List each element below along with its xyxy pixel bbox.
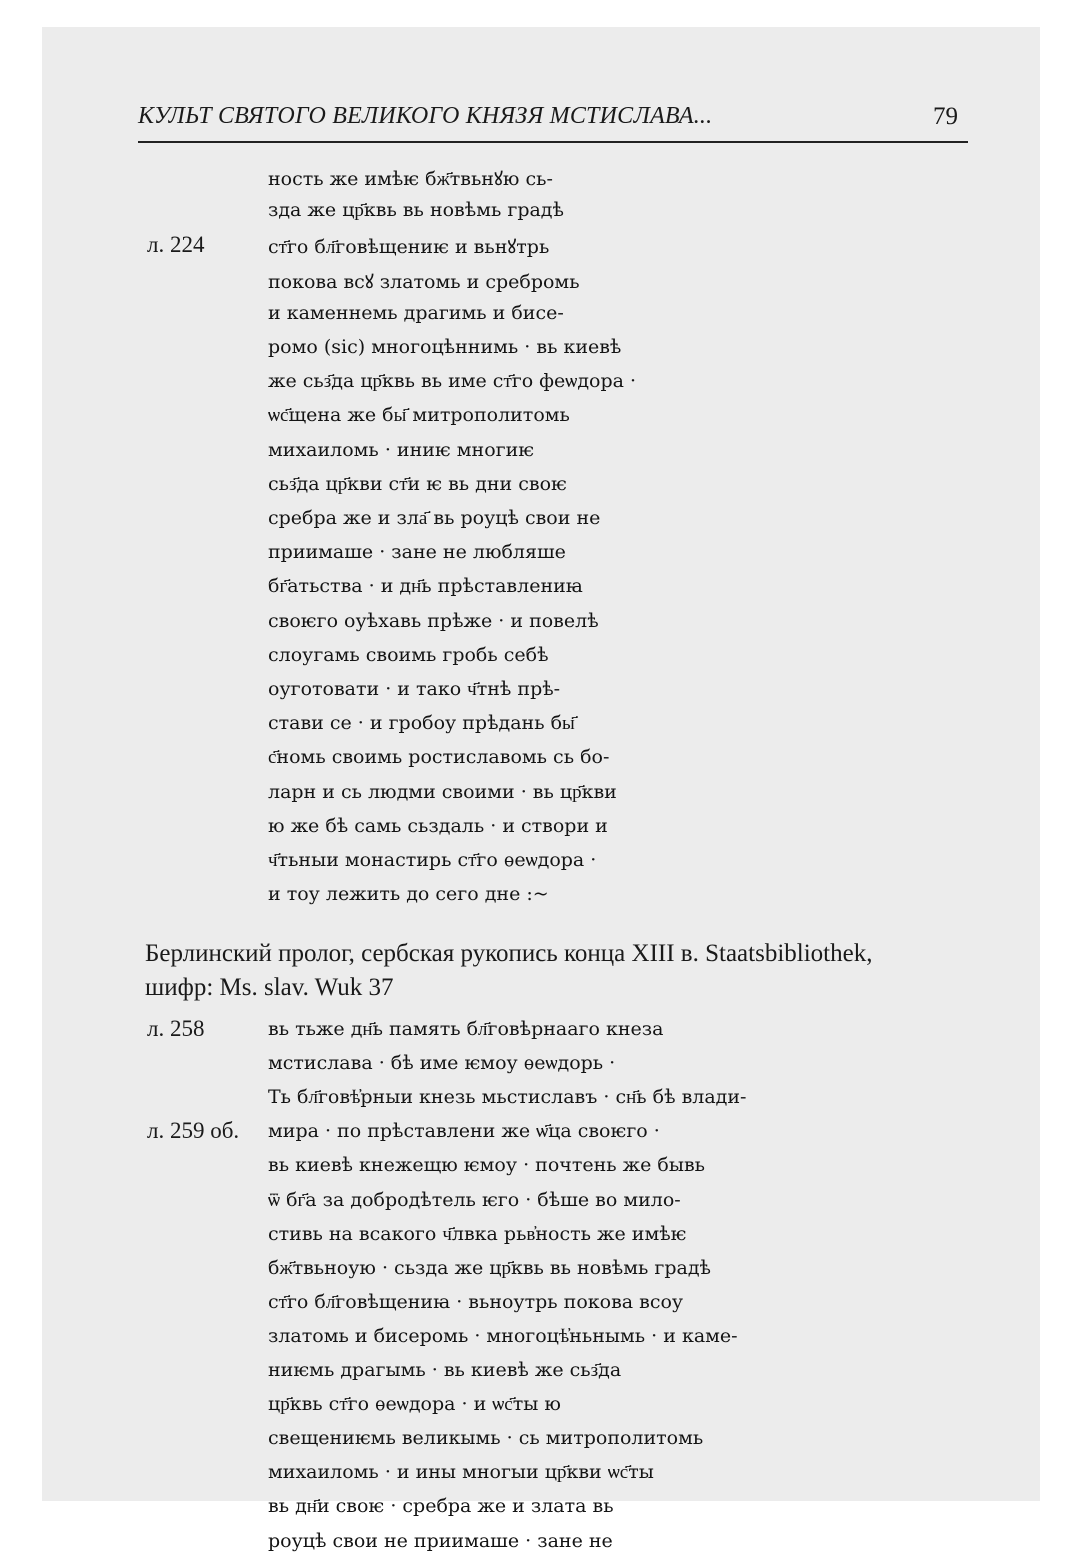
text-line: ниѥмь драгымь · вь киевѣ же сьз҃да bbox=[268, 1359, 622, 1381]
text-line: стивь на всакого ч҃лвка рьв҆ность же имѣѥ bbox=[268, 1222, 687, 1245]
text-line: стави се · и гробоу прѣдань бы҃ bbox=[268, 712, 575, 735]
text-line: вь киевѣ кнежещю ѥмоу · почтень же бывь bbox=[268, 1154, 705, 1177]
text-line: зда же цр҃квь вь новѣмь градѣ bbox=[268, 199, 564, 222]
running-header bbox=[138, 103, 968, 143]
text-line: Ть бл҃говѣ҆рныи кнезь мьстиславъ · сн҃ь бѣ влади- bbox=[268, 1086, 747, 1109]
text-line: ѿ бг҃а за добродѣтель ѥго · бѣше во мило- bbox=[268, 1188, 681, 1211]
text-line: ст҃го бл҃говѣщениꙗ · вьноутрь покова всоу bbox=[268, 1290, 684, 1313]
text-line: ромо (sic) многоцѣннимь · вь киевѣ bbox=[268, 336, 622, 358]
text-line: михаиломь · иниѥ многиѥ bbox=[268, 438, 535, 461]
text-line: своѥго оуѣхавь прѣже · и повелѣ bbox=[268, 609, 599, 632]
text-line: сьз҃да цр҃кви ст҃и ѥ вь дни своѥ bbox=[268, 472, 567, 495]
text-line: свещениѥмь великымь · сь митрополитомь bbox=[268, 1427, 704, 1450]
text-line: вь дн҃и своѥ · сребра же и злата вь bbox=[268, 1495, 614, 1518]
folio-marker-258: л. 258 bbox=[147, 1016, 205, 1041]
text-line: и тоу лежить до сего дне :~ bbox=[268, 883, 549, 906]
folio-marker-224: л. 224 bbox=[147, 232, 205, 257]
text-line: михаиломь · и ины многыи цр҃кви ѡс҃ты bbox=[268, 1461, 654, 1484]
folio-marker-259v: л. 259 об. bbox=[147, 1118, 240, 1144]
text-line: ѡс҃щена же бы҃ митрополитомь bbox=[268, 404, 570, 427]
text-line: с҃номь своимь ростиславомь сь бо- bbox=[268, 746, 610, 769]
running-title: КУЛЬТ СВЯТОГО ВЕЛИКОГО КНЯЗЯ МСТИСЛАВА... bbox=[138, 103, 713, 129]
text-line: и каменнемь драгимь и бисе- bbox=[268, 301, 564, 324]
text-line: приимаше · зане не любляше bbox=[268, 541, 566, 564]
text-line: покова всꙋ златомь и сребромь bbox=[268, 270, 580, 293]
text-line: ю же бѣ самь сьздаль · и створи и bbox=[268, 814, 608, 837]
text-line: мстислава · бѣ име ѥмоу ѳеѡдорь · bbox=[268, 1052, 616, 1075]
source-caption-line-2: шифр: Ms. slav. Wuk 37 bbox=[145, 974, 394, 1001]
source-caption-line-1: Берлинский пролог, сербская рукопись конца XIII в. Staatsbibliothek, bbox=[145, 940, 873, 967]
text-line: бж҃твьноую · сьзда же цр҃квь вь новѣмь градѣ bbox=[268, 1256, 712, 1279]
text-line: слоугамь своимь гробь себѣ bbox=[268, 643, 549, 666]
text-line: цр҃квь ст҃го ѳеѡдора · и ѡс҃ты ю bbox=[268, 1393, 561, 1416]
text-line: златомь и бисеромь · многоцѣ҆ньнымь · и каме- bbox=[268, 1324, 738, 1347]
text-line: роуцѣ свои не приимаше · зане не bbox=[268, 1529, 613, 1552]
text-line: ларн и сь людми своими · вь цр҃кви bbox=[268, 780, 617, 803]
text-line: бг҃атьства · и дн҃ь прѣставлениꙗ bbox=[268, 575, 583, 598]
text-line: вь тьже дн҃ь память бл҃говѣрнааго кнеза bbox=[268, 1018, 664, 1040]
text-line: сребра же и зла҃ вь роуцѣ свои не bbox=[268, 507, 601, 529]
page-number: 79 bbox=[933, 103, 958, 130]
text-line: мира · по прѣставлени же ѡ҃ца своѥго · bbox=[268, 1120, 660, 1143]
text-line: оуготовати · и тако ч҃тнѣ прѣ- bbox=[268, 678, 561, 700]
text-line: ч҃тьныи монастирь ст҃го ѳеѡдора · bbox=[268, 849, 597, 871]
text-line: ст҃го бл҃говѣщениѥ и вьнꙋтрь bbox=[268, 236, 550, 259]
text-line: же сьз҃да цр҃квь вь име ст҃го феѡдора · bbox=[268, 370, 637, 393]
text-line: ность же имѣѥ бж҃твьнꙋю сь- bbox=[268, 168, 553, 190]
